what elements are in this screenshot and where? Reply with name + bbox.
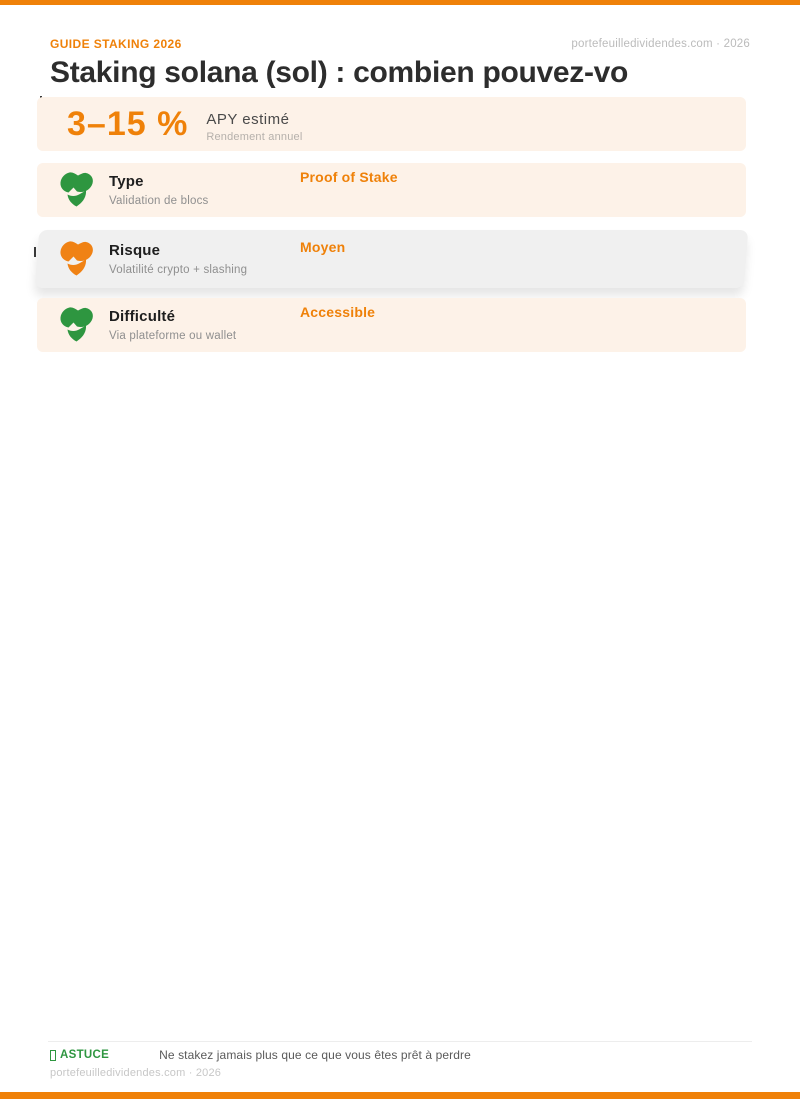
apy-sublabel: Rendement annuel [206,131,303,143]
leaf-icon [57,170,97,210]
stat-row-difficulte [37,298,746,352]
row-content [57,170,746,210]
top-accent-bar [0,0,800,5]
row-content [57,305,746,345]
source-top: portefeuilledividendes.com · 2026 [571,38,750,50]
lightbulb-tofu-icon [50,1050,56,1061]
leaf-icon [57,239,97,279]
kicker: GUIDE STAKING 2026 [50,37,182,51]
footer-source: portefeuilledividendes.com · 2026 [50,1067,222,1079]
row-sublabel: Validation de blocs [109,195,209,207]
row-text [109,308,236,342]
text-clip-artifact [34,247,36,257]
footer-tip [50,1048,471,1062]
stat-row-type [37,163,746,217]
apy-highlight-card [37,97,746,151]
footer-divider [48,1041,752,1042]
row-label: Difficulté [109,308,176,325]
row-value: Proof of Stake [300,169,398,185]
row-value: Moyen [300,239,346,255]
row-sublabel: Volatilité crypto + slashing [109,264,248,276]
row-text [109,242,247,276]
apy-label: APY estimé [206,111,290,128]
tip-text: Ne stakez jamais plus que ce que vous êtes prêt à perdre [159,1048,471,1062]
row-value: Accessible [300,304,376,320]
apy-labels [206,111,302,143]
row-text [109,173,208,207]
page-title: Staking solana (sol) : combien pouvez-vo [50,56,629,89]
row-sublabel: Via plateforme ou wallet [109,330,237,342]
stat-row-risque [37,230,746,288]
row-label: Risque [109,242,161,259]
row-label: Type [109,173,144,190]
row-content [57,239,746,279]
apy-value: 3–15 % [67,105,189,143]
tip-label: ASTUCE [60,1049,110,1061]
leaf-icon [57,305,97,345]
bottom-accent-bar [0,1092,800,1099]
